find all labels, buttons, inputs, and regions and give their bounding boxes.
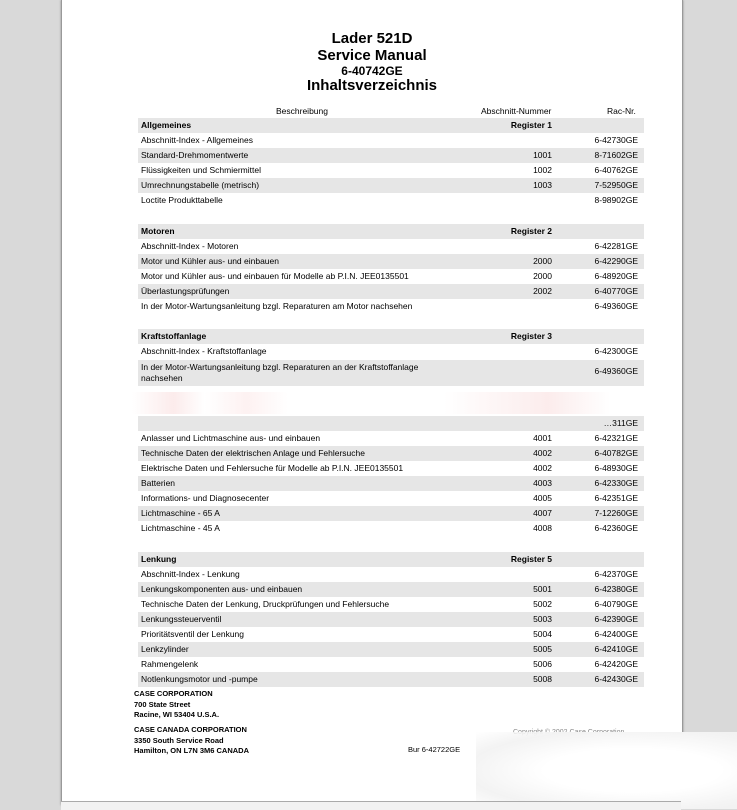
- toc-description: Prioritätsventil der Lenkung: [141, 629, 245, 639]
- address-line: Hamilton, ON L7N 3M6 CANADA: [134, 746, 250, 755]
- toc-description: Abschnitt-Index - Lenkung: [141, 568, 240, 579]
- toc-rac-number: 6-48920GE: [594, 270, 638, 281]
- toc-section-number: 4002: [533, 447, 552, 458]
- toc-row: [138, 431, 644, 446]
- toc-row: [138, 657, 644, 672]
- toc-section-row: [138, 552, 644, 567]
- toc-row: [138, 612, 644, 627]
- column-header-section-number: Abschnitt-Nummer: [481, 106, 552, 116]
- toc-row: [138, 506, 644, 521]
- toc-rac-number: 6-42330GE: [594, 478, 638, 489]
- toc-description: Lenkzylinder: [141, 644, 189, 655]
- toc-rac-number: 6-48930GE: [594, 462, 638, 473]
- toc-row: [138, 642, 644, 657]
- toc-row: [138, 567, 644, 582]
- address-line: CASE CORPORATION: [134, 689, 213, 698]
- toc-row: [138, 416, 644, 431]
- address-line: 3350 South Service Road: [134, 735, 224, 745]
- manual-title: Service Manual: [317, 47, 427, 64]
- toc-rac-number: 7-52950GE: [594, 180, 638, 191]
- toc-row: [138, 133, 644, 148]
- toc-description: Abschnitt-Index - Kraftstoffanlage: [141, 346, 267, 357]
- toc-description: In der Motor-Wartungsanleitung bzgl. Reparaturen an der Kraftstoffanlage nachsehen: [141, 361, 419, 383]
- toc-section-number: 4002: [533, 462, 552, 473]
- toc-description: Notlenkungsmotor und -pumpe: [141, 674, 258, 685]
- toc-description: In der Motor-Wartungsanleitung bzgl. Reparaturen am Motor nachsehen: [141, 301, 413, 312]
- toc-row: [138, 461, 644, 476]
- toc-row: [138, 627, 644, 642]
- toc-row: [138, 269, 644, 284]
- toc-rac-number: 6-40782GE: [594, 447, 638, 458]
- toc-description: Technische Daten der Lenkung, Druckprüfungen und Fehlersuche: [141, 598, 390, 609]
- toc-row: [138, 491, 644, 506]
- toc-row: [138, 163, 644, 178]
- toc-description: Lichtmaschine - 65 A: [141, 508, 220, 519]
- toc-description: Abschnitt-Index - Allgemeines: [141, 135, 253, 146]
- toc-row: [138, 193, 644, 208]
- address-line: Racine, WI 53404 U.S.A.: [134, 710, 220, 719]
- toc-description: Lenkungskomponenten aus- und einbauen: [141, 583, 303, 594]
- toc-description: Motoren: [141, 225, 175, 236]
- toc-description: Kraftstoffanlage: [141, 331, 207, 342]
- toc-row: [138, 536, 644, 551]
- toc-section-number: 5003: [533, 613, 552, 624]
- toc-section-number: Register 3: [510, 331, 552, 342]
- toc-description: Lenkungssteuerventil: [141, 613, 222, 624]
- toc-section-number: 4008: [533, 523, 552, 534]
- toc-row: [138, 314, 644, 329]
- toc-rac-number: 6-42370GE: [594, 568, 638, 579]
- toc-rac-number: 6-42410GE: [594, 644, 638, 655]
- toc-rac-number: 6-40770GE: [594, 286, 638, 297]
- toc-row: [138, 299, 644, 314]
- manual-number: 6-40742GE: [341, 64, 403, 78]
- toc-row: [138, 476, 644, 491]
- toc-rac-number: 6-42380GE: [594, 583, 638, 594]
- column-header-description: Beschreibung: [276, 106, 328, 116]
- toc-description: Flüssigkeiten und Schmiermittel: [141, 165, 261, 176]
- toc-row: [138, 360, 644, 386]
- toc-section-number: 5006: [533, 659, 552, 670]
- toc-row: [138, 239, 644, 254]
- toc-section-number: 5004: [533, 629, 552, 639]
- toc-description: Lenkung: [141, 553, 177, 564]
- toc-row: [138, 209, 644, 224]
- toc-rac-number: 6-42300GE: [594, 346, 638, 357]
- toc-rac-number: 6-42360GE: [594, 523, 638, 534]
- toc-description: Rahmengelenk: [141, 659, 199, 670]
- toc-rac-number: 7-12260GE: [594, 508, 638, 519]
- toc-rac-number: 6-42390GE: [594, 613, 638, 624]
- toc-row: [138, 672, 644, 687]
- toc-row: [138, 254, 644, 269]
- toc-description: Motor und Kühler aus- und einbauen für Modelle ab P.I.N. JEE0135501: [141, 270, 409, 281]
- toc-section-number: 1003: [533, 180, 552, 191]
- toc-section-number: 2000: [533, 255, 552, 266]
- toc-description: Motor und Kühler aus- und einbauen: [141, 255, 279, 266]
- toc-rac-number: 6-42730GE: [594, 135, 638, 146]
- toc-section-number: Register 2: [510, 225, 552, 236]
- toc-rac-number: 6-49360GE: [594, 301, 638, 312]
- toc-description: Technische Daten der elektrischen Anlage und Fehlersuche: [141, 447, 365, 458]
- toc-section-number: 5002: [533, 598, 552, 609]
- scan-artifact: [132, 392, 652, 414]
- toc-section-number: 4005: [533, 493, 552, 504]
- toc-section-number: 5005: [533, 644, 552, 655]
- address-case-canada: [134, 725, 249, 757]
- toc-row: [138, 582, 644, 597]
- toc-rac-number: 6-40762GE: [594, 165, 638, 176]
- toc-section-number: 4001: [533, 432, 552, 443]
- toc-rac-number: 6-42290GE: [594, 255, 638, 266]
- blurred-corner: [476, 732, 737, 809]
- toc-rac-number: 6-42400GE: [594, 629, 638, 639]
- toc-section-number: 4007: [533, 508, 552, 519]
- toc-description: Anlasser und Lichtmaschine aus- und einbauen: [141, 432, 321, 443]
- toc-rac-number: 6-49360GE: [594, 365, 638, 376]
- toc-rac-number: 6-42420GE: [594, 659, 638, 670]
- toc-rac-number: 6-42321GE: [594, 432, 638, 443]
- toc-section-number: 5008: [533, 674, 552, 685]
- toc-section-number: 1001: [533, 150, 552, 161]
- toc-rac-number: …311GE: [603, 417, 638, 428]
- toc-description: Lichtmaschine - 45 A: [141, 523, 220, 534]
- toc-row: [138, 284, 644, 299]
- toc-section-number: Register 1: [510, 120, 552, 130]
- toc-description: Abschnitt-Index - Motoren: [141, 240, 239, 251]
- toc-description: Überlastungsprüfungen: [141, 286, 230, 297]
- toc-description: Elektrische Daten und Fehlersuche für Modelle ab P.I.N. JEE0135501: [141, 462, 404, 473]
- toc-row: [138, 446, 644, 461]
- toc-section-number: 4003: [533, 478, 552, 489]
- toc-rac-number: 8-71602GE: [594, 150, 638, 161]
- address-line: 700 State Street: [134, 699, 191, 709]
- form-number: Bur 6-42722GE: [408, 745, 461, 754]
- address-case-us: [134, 689, 219, 721]
- column-header-rac-number: Rac-Nr.: [607, 106, 636, 116]
- toc-section-number: Register 5: [510, 553, 552, 564]
- toc-description: Standard-Drehmomentwerte: [141, 150, 249, 161]
- toc-section-number: 1002: [533, 165, 552, 176]
- toc-section-row: [138, 224, 644, 239]
- address-line: CASE CANADA CORPORATION: [134, 725, 247, 734]
- toc-description: Informations- und Diagnosecenter: [141, 493, 270, 504]
- toc-section-number: 2002: [533, 286, 552, 297]
- toc-description: Batterien: [141, 478, 176, 489]
- toc-row: [138, 521, 644, 536]
- toc-row: [138, 597, 644, 612]
- toc-rac-number: 6-42351GE: [594, 493, 638, 504]
- toc-section-number: 2000: [533, 270, 552, 281]
- toc-rac-number: 8-98902GE: [594, 195, 638, 206]
- toc-row: [138, 178, 644, 193]
- toc-description: Loctite Produkttabelle: [141, 195, 223, 206]
- toc-rac-number: 6-42430GE: [594, 674, 638, 685]
- document-page: [61, 0, 683, 805]
- toc-description: Umrechnungstabelle (metrisch): [141, 180, 260, 191]
- toc-section-row: [138, 329, 644, 344]
- toc-title: Inhaltsverzeichnis: [306, 77, 438, 94]
- machine-title: Lader 521D: [331, 30, 413, 47]
- toc-row: [138, 344, 644, 359]
- toc-row: [138, 148, 644, 163]
- toc-description: Allgemeines: [141, 120, 192, 130]
- toc-section-row: [138, 118, 644, 133]
- toc-section-number: 5001: [533, 583, 552, 594]
- toc-rac-number: 6-42281GE: [594, 240, 638, 251]
- toc-rac-number: 6-40790GE: [594, 598, 638, 609]
